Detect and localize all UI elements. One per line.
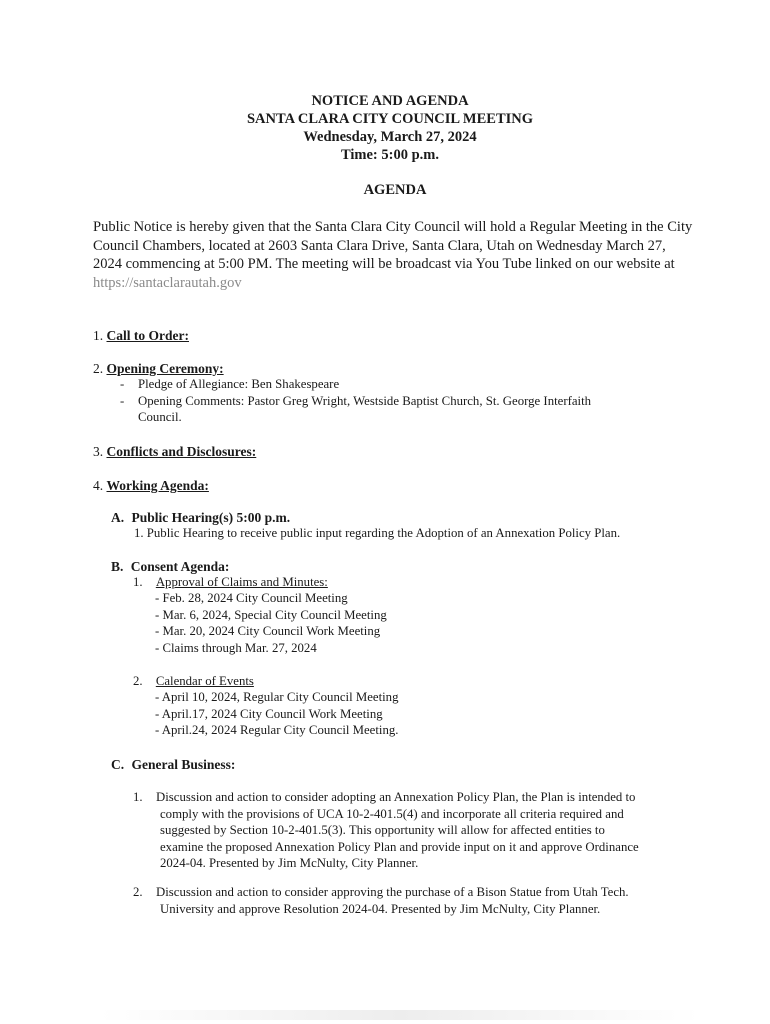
section-title: Conflicts and Disclosures: bbox=[106, 444, 257, 459]
text-line: 2024-04. Presented by Jim McNulty, City Planner. bbox=[160, 856, 419, 870]
subsection-title: Consent Agenda: bbox=[130, 559, 230, 574]
general-business-item-1 bbox=[133, 789, 143, 806]
bison-statue-item-text bbox=[156, 884, 696, 917]
document-header bbox=[0, 92, 770, 164]
section-title: Working Agenda: bbox=[106, 478, 209, 493]
website-link[interactable]: https://santaclarautah.gov bbox=[93, 274, 242, 291]
list-item: - Mar. 20, 2024 City Council Work Meeting bbox=[155, 624, 381, 638]
section-number: 4. bbox=[93, 478, 104, 493]
text-line: University and approve Resolution 2024-04. Presented by Jim McNulty, City Planner. bbox=[160, 901, 601, 916]
subsection-letter: A. bbox=[111, 510, 125, 525]
public-hearing-item: 1. Public Hearing to receive public input regarding the Adoption of an Annexation Policy Plan. bbox=[134, 526, 621, 540]
section-call-to-order bbox=[93, 327, 189, 344]
list-item: - Pledge of Allegiance: Ben Shakespeare bbox=[120, 377, 340, 391]
public-notice-paragraph bbox=[93, 218, 693, 292]
item-title: Calendar of Events bbox=[155, 674, 254, 688]
text-line: Discussion and action to consider approving the purchase of a Bison Statue from Utah Tech. bbox=[156, 885, 629, 899]
calendar-list bbox=[155, 689, 398, 739]
annexation-policy-item-text bbox=[156, 789, 696, 872]
subsection-title: General Business: bbox=[131, 757, 236, 772]
section-number: 3. bbox=[93, 444, 104, 459]
text-line: comply with the provisions of UCA 10-2-401.5(4) and incorporate all criteria required and bbox=[160, 806, 624, 821]
subsection-consent-agenda bbox=[111, 558, 229, 575]
section-opening-ceremony bbox=[93, 360, 224, 377]
general-business-item-2 bbox=[133, 884, 143, 901]
consent-item-calendar bbox=[133, 673, 254, 690]
scan-artifact bbox=[100, 1010, 700, 1020]
item-title: Approval of Claims and Minutes: bbox=[155, 575, 328, 589]
list-item: - April.24, 2024 Regular City Council Meeting. bbox=[155, 723, 399, 737]
opening-ceremony-items bbox=[120, 376, 600, 426]
item-number: 2. bbox=[133, 674, 143, 688]
subsection-title: Public Hearing(s) 5:00 p.m. bbox=[131, 510, 291, 525]
item-number: 1. bbox=[133, 575, 143, 589]
section-working-agenda bbox=[93, 477, 209, 494]
header-date: Wednesday, March 27, 2024 bbox=[303, 129, 477, 145]
text-line: examine the proposed Annexation Policy Plan and provide input on it and approve Ordinance bbox=[160, 839, 639, 854]
claims-minutes-list bbox=[155, 590, 387, 656]
section-title: Opening Ceremony: bbox=[106, 361, 224, 376]
agenda-title: AGENDA bbox=[363, 182, 427, 198]
header-time: Time: 5:00 p.m. bbox=[340, 147, 439, 163]
section-title: Call to Order: bbox=[106, 328, 189, 343]
text-line: Discussion and action to consider adopting an Annexation Policy Plan, the Plan is intended to bbox=[156, 790, 636, 804]
list-item: - April.17, 2024 City Council Work Meeting bbox=[155, 706, 383, 721]
header-body-name: SANTA CLARA CITY COUNCIL MEETING bbox=[246, 111, 534, 127]
subsection-letter: B. bbox=[111, 559, 124, 574]
list-item: - Feb. 28, 2024 City Council Meeting bbox=[155, 591, 348, 605]
item-number: 1. bbox=[133, 790, 143, 804]
list-item: - Mar. 6, 2024, Special City Council Meeting bbox=[155, 607, 387, 622]
text-line: suggested by Section 10-2-401.5(3). This opportunity will allow for affected entities to bbox=[160, 823, 605, 837]
list-item: - Claims through Mar. 27, 2024 bbox=[155, 640, 317, 655]
section-number: 1. bbox=[93, 328, 104, 343]
header-title: NOTICE AND AGENDA bbox=[311, 93, 469, 109]
section-conflicts bbox=[93, 443, 256, 460]
subsection-general-business bbox=[111, 756, 235, 773]
list-item: - April 10, 2024, Regular City Council Meeting bbox=[155, 690, 399, 704]
subsection-public-hearing bbox=[111, 509, 290, 526]
notice-text: Public Notice is hereby given that the Santa Clara City Council will hold a Regular Meeting in the City Council Chambers, located at 2603 Santa Clara Drive, Santa Clara, Utah on Wednesday March 27, 2024 commencing at 5:00 PM. The meeting will be broadcast via You Tube linked on our website at bbox=[93, 219, 693, 272]
section-number: 2. bbox=[93, 361, 104, 376]
item-number: 2. bbox=[133, 885, 143, 899]
list-item: - Opening Comments: Pastor Greg Wright, Westside Baptist Church, St. George Interfaith Council. bbox=[120, 393, 592, 424]
subsection-letter: C. bbox=[111, 757, 125, 772]
consent-item-claims-minutes bbox=[133, 574, 328, 591]
